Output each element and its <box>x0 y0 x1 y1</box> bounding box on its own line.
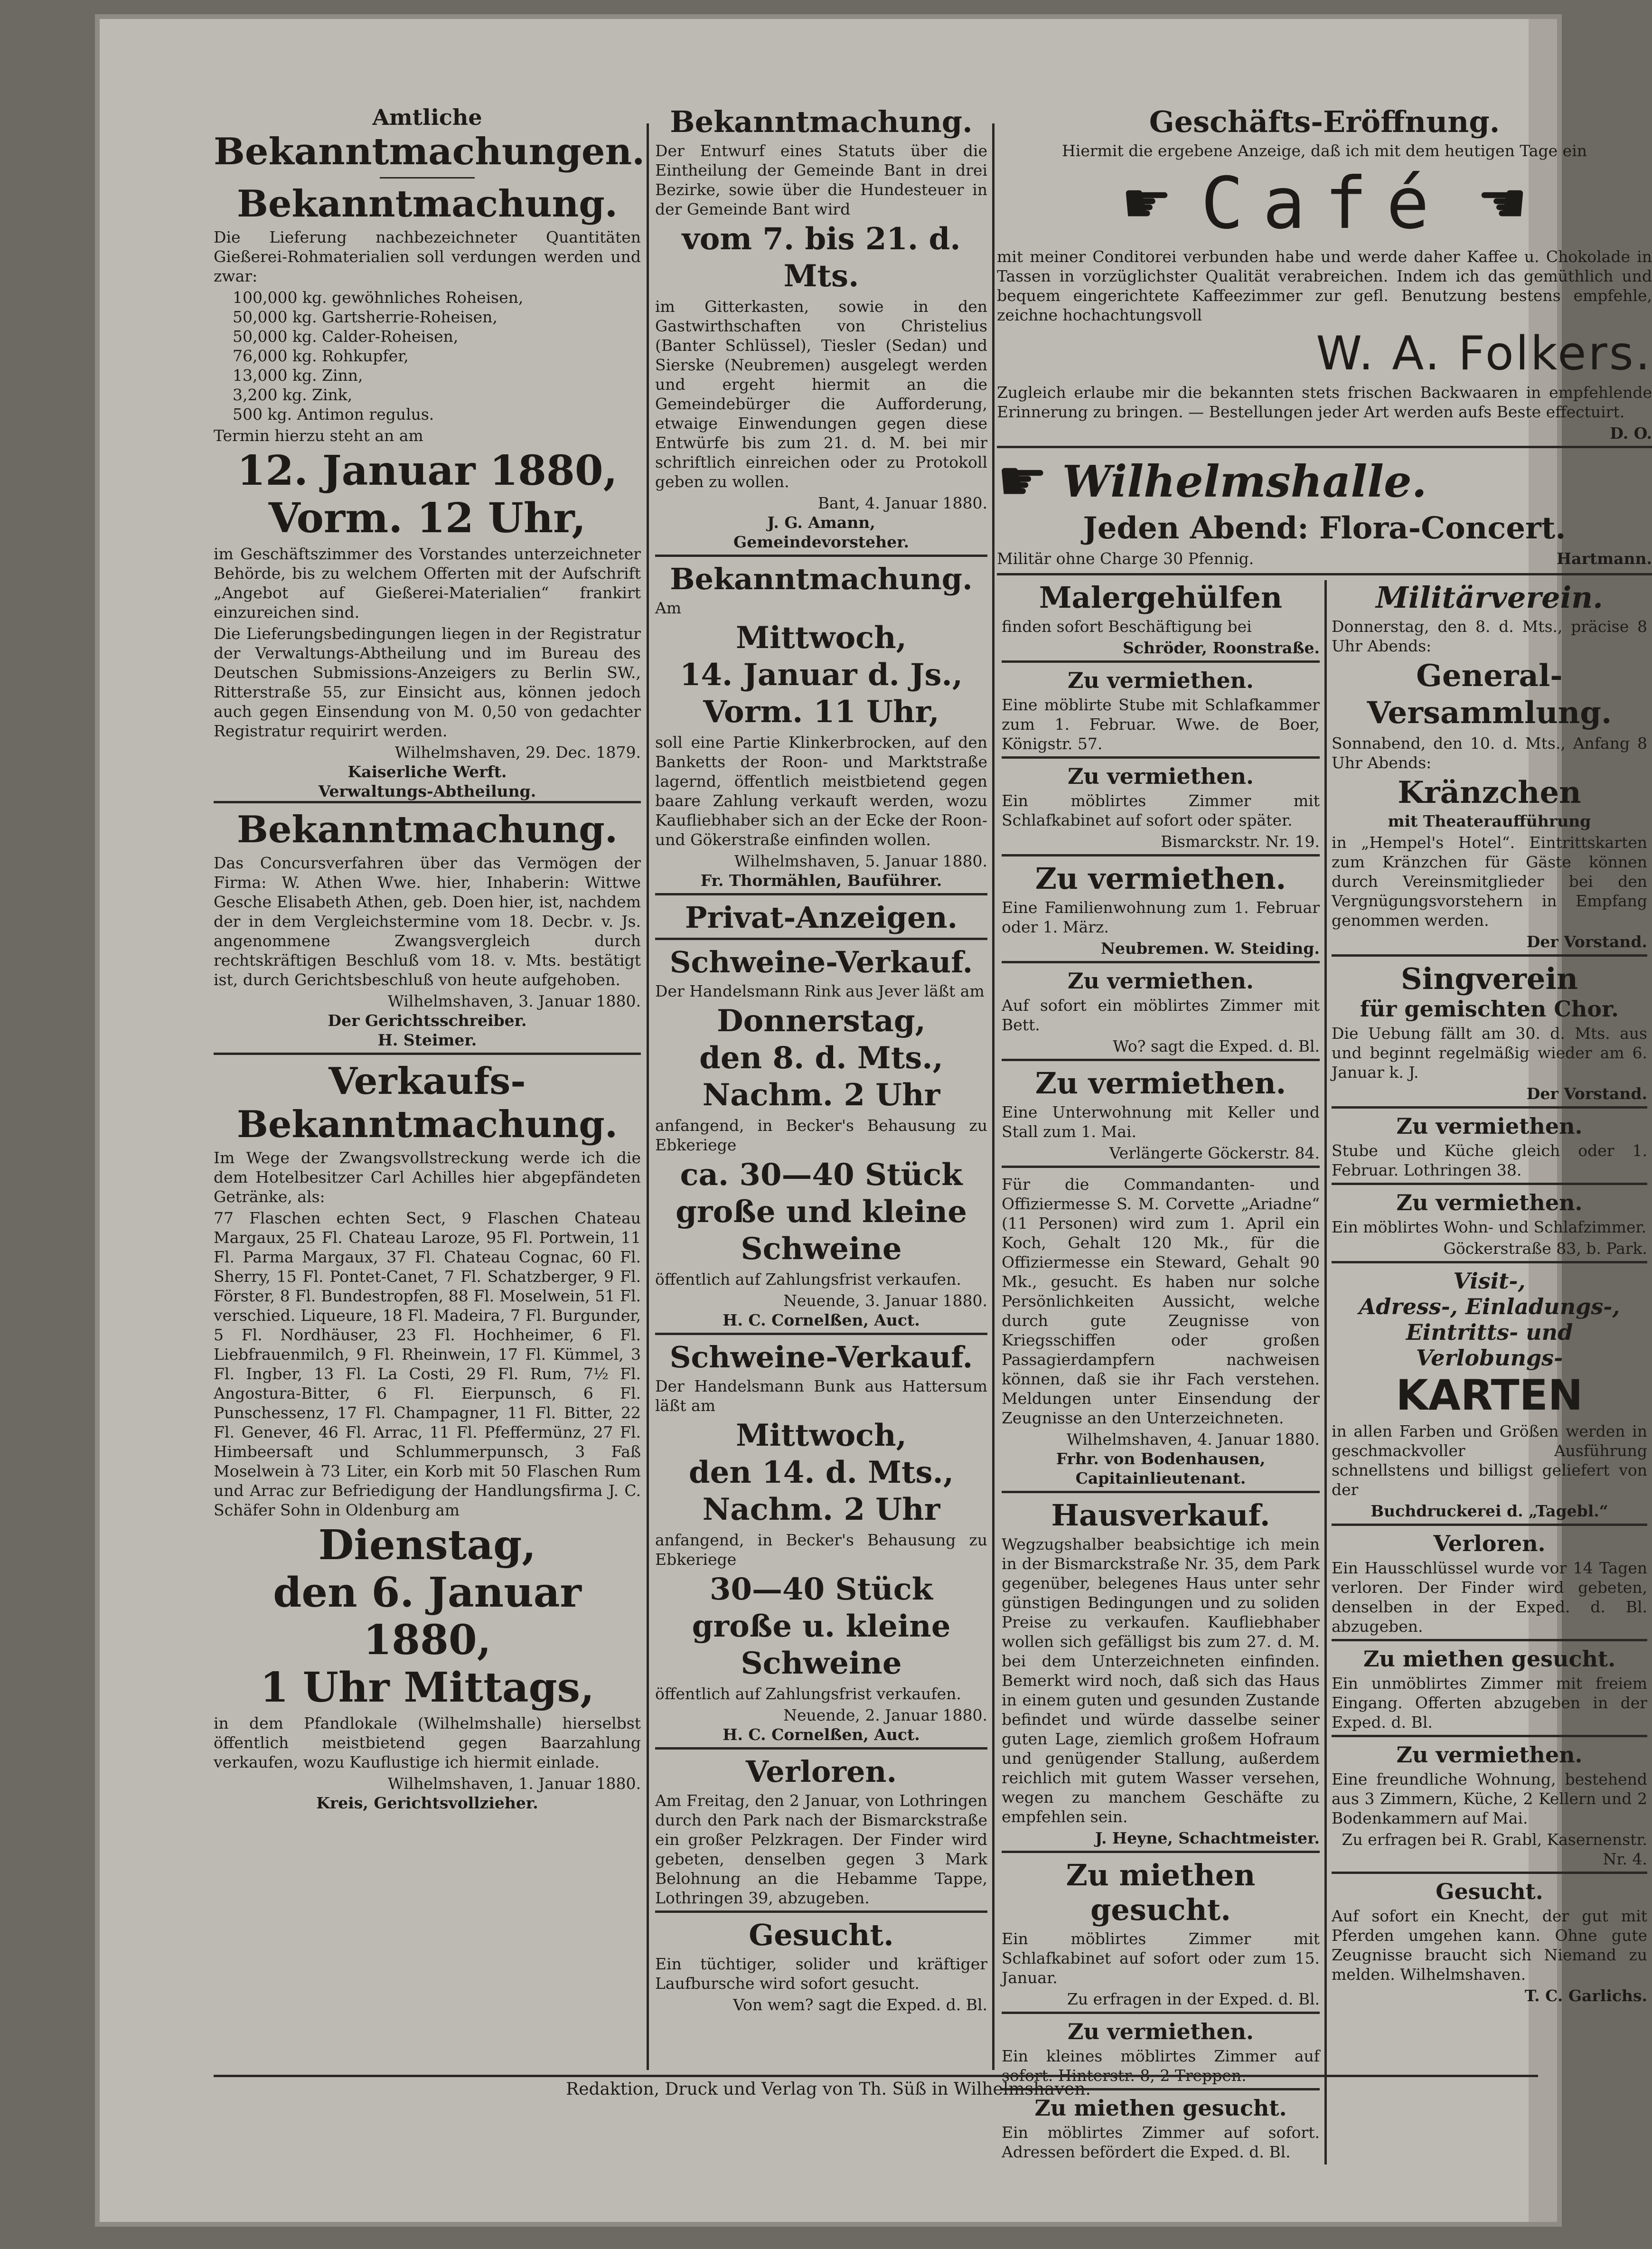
ad-time: Nachm. 2 Uhr <box>702 1077 940 1113</box>
notice-title-2: Bekanntmachung. <box>237 1103 618 1146</box>
notice-place: Wilhelmshaven, 29. Dec. 1879. <box>394 743 641 762</box>
notice-time: 1 Uhr Mittags, <box>260 1664 595 1712</box>
ad-signature: H. C. Cornelßen, Auct. <box>723 1311 920 1329</box>
ad-body: Der Handelsmann Bunk aus Hattersum läßt am <box>655 1377 987 1415</box>
ad-date: den 8. d. Mts., <box>699 1040 943 1076</box>
cafe-headline: Café <box>1201 162 1448 245</box>
ad-body: finden sofort Beschäftigung bei <box>1002 617 1252 636</box>
ad-title: Malergehülfen <box>1039 580 1283 615</box>
ad-address: Bismarckstr. Nr. 19. <box>1161 832 1320 851</box>
column-3-split <box>997 573 1652 2164</box>
ad-title: Zu vermiethen. <box>1396 1113 1583 1139</box>
ad-room-wanted-1 <box>1002 1851 1320 2009</box>
ad-title: Zu miethen gesucht. <box>1363 1646 1616 1672</box>
ad-lost-collar <box>655 1747 987 1908</box>
ad-signature: J. Heyne, Schachtmeister. <box>1095 1829 1320 1847</box>
ad-body: Ein möblirtes Zimmer mit Schlafkabinet auf sofort oder später. <box>1002 791 1320 829</box>
ad-rent-7 <box>1332 1106 1647 1180</box>
ad-body: Der Handelsmann Rink aus Jever läßt am <box>655 982 985 1000</box>
ad-title: Gesucht. <box>1436 1879 1543 1904</box>
notice-body: soll eine Partie Klinkerbrocken, auf den Banketts der Roon- und Marktstraße lagernd, öffentlich meistbietend gegen baare Zahlung verkauft werden, wozu Kaufliebhaber sich an der Ecke der Roon- und Gökerstraße einfinden wollen. <box>655 733 987 849</box>
ad-rent-9 <box>1332 1735 1647 1869</box>
ad-headline: ca. 30—40 Stück große und kleine Schweine <box>676 1157 967 1267</box>
ad-rent-1 <box>1002 660 1320 753</box>
notice-title: Bekanntmachung. <box>670 104 973 139</box>
ad-room-wanted-3 <box>1332 1639 1647 1732</box>
list-item: 50,000 kg. Gartsherrie-Roheisen, <box>233 308 497 326</box>
footer-rule <box>214 2075 1538 2077</box>
ad-signature: Hartmann. <box>1557 549 1652 568</box>
ad-house-sale <box>1002 1491 1320 1848</box>
ad-signature: Frhr. von Bodenhausen, <box>1056 1449 1266 1468</box>
newspaper-page <box>100 19 1652 2222</box>
list-item: 3,200 kg. Zink, <box>233 386 353 404</box>
ad-date: den 14. d. Mts., <box>688 1455 954 1490</box>
ad-title: Schweine-Verkauf. <box>669 945 973 979</box>
ad-body: Ein Hausschlüssel wurde vor 14 Tagen verloren. Der Finder wird gebeten, denselben in der Exped. d. Bl. abzugeben. <box>1332 1559 1647 1636</box>
column-2 <box>655 104 987 2017</box>
list-item: 500 kg. Antimon regulus. <box>233 405 434 423</box>
notice-signature: Kaiserliche Werft. <box>347 762 507 781</box>
ad-rent-5 <box>1002 1059 1320 1163</box>
ad-title: Zu vermiethen. <box>1067 2019 1254 2044</box>
ad-signature: Zu erfragen bei R. Grabl, Kasernenstr. Nr. 4. <box>1342 1830 1647 1868</box>
notice-statute <box>655 104 987 552</box>
ad-body: Ein kleines möblirtes Zimmer auf sofort. Hinterstr. 8, 2 Treppen. <box>1002 2047 1320 2085</box>
private-ads-header <box>655 893 987 935</box>
notice-clinker <box>655 555 987 890</box>
column-rule <box>647 123 649 2070</box>
ad-cafe-opening <box>997 104 1652 443</box>
ad-headline-2: Kränzchen <box>1398 775 1581 810</box>
ad-rent-2 <box>1002 756 1320 851</box>
notice-date: 14. Januar d. Js., <box>679 657 963 693</box>
wilhelmshalle-header <box>997 448 1652 514</box>
column-rule <box>992 123 995 2070</box>
ad-body-2: Zugleich erlaube mir die bekannten stets frischen Backwaaren in empfehlende Erinnerung zu bringen. — Bestellungen jeder Art werden aufs Beste effectuirt. <box>997 383 1652 421</box>
notice-body: Das Concursverfahren über das Vermögen der Firma: W. Athen Wwe. hier, Inhaberin: Wittwe Gesche Elisabeth Athen, geb. Doen hier, ist, nachdem der in dem Vergleichstermine vom 18. Decbr. v. Js. angenommene Zwangsvergleich durch rechtskräftigen Beschluß vom 18. v. Mts. bestätigt ist, durch Gerichtsbeschluß von heute aufgehoben. <box>214 854 641 989</box>
pointing-hand-right-icon: ☛ <box>1121 170 1173 236</box>
ad-end: Wo? sagt die Exped. d. Bl. <box>1113 1037 1320 1055</box>
ad-signature: H. C. Cornelßen, Auct. <box>723 1725 920 1744</box>
notice-am: Am <box>655 599 682 617</box>
ad-body: Für die Commandanten- und Offiziermesse S. M. Corvette „Ariadne“ (11 Personen) wird zum 1. April ein Koch, Gehalt 120 Mk., für die Offiziermesse ein Steward, Gehalt 90 Mk., gesucht. Es haben nur solche Persönlichkeiten Aussicht, welche durch gute Zeugnisse von Kriegsschiffen oder großen Passagierdampfern nachweisen können, daß sie ihr Fach verstehen. Meldungen unter Einsendung der Zeugnisse an den Unterzeichneten. <box>1002 1175 1320 1427</box>
ad-title: Zu vermiethen. <box>1396 1742 1583 1768</box>
ad-lost-key <box>1332 1524 1647 1636</box>
notice-body-2: im Gitterkasten, sowie in den Gastwirthschaften von Christelius (Banter Schlüssel), Tiesler (Sedan) und Sierske (Neubremen) ausgelegt werden und ergeht hiermit an die Gemeindebürger die Aufforderung, etwaige Einwendungen gegen diese Entwürfe bis zum 21. d. M. bei mir schriftlich einreichen oder zu Protokoll geben zu wollen. <box>655 297 987 491</box>
ad-body-2: Sonnabend, den 10. d. Mts., Anfang 8 Uhr Abends: <box>1332 734 1647 772</box>
ad-body: Eine freundliche Wohnung, bestehend aus 3 Zimmern, Küche, 2 Kellern und 2 Bodenkammern auf Mai. <box>1332 1770 1647 1827</box>
ad-title: Zu vermiethen. <box>1067 968 1254 994</box>
cafe-banner <box>997 162 1652 245</box>
notice-signature-sub: H. Steimer. <box>377 1031 477 1049</box>
ad-body: mit meiner Conditorei verbunden habe und werde daher Kaffee u. Chokolade in Tassen in vorzüglichster Qualität verabreichen. Indem ich das gemüthlich und bequem eingerichtete Kaffeezimmer zur gefl. Benutzung bestens empfehle, zeichne hochachtungsvoll <box>997 247 1652 324</box>
ad-body-2: anfangend, in Becker's Behausung zu Ebkeriege <box>655 1116 987 1154</box>
ad-body: Eine Familienwohnung zum 1. Februar oder 1. März. <box>1002 898 1320 936</box>
ad-title: Gesucht. <box>749 1918 894 1952</box>
ad-concert-line: Jeden Abend: Flora-Concert. <box>1083 510 1566 546</box>
ad-body: Donnerstag, den 8. d. Mts., präcise 8 Uhr Abends: <box>1332 617 1647 655</box>
ad-title: Zu vermiethen. <box>1396 1190 1583 1215</box>
notice-body-2: in dem Pfandlokale (Wilhelmshalle) hierselbst öffentlich meistbietend gegen Baarzahlung verkaufen, wozu Kauflustige ich hiermit einlade. <box>214 1714 641 1771</box>
ad-title: Zu miethen gesucht. <box>1034 2095 1287 2121</box>
ad-signature: Buchdruckerei d. „Tagebl.“ <box>1370 1502 1608 1520</box>
imprint-footer: Redaktion, Druck und Verlag von Th. Süß in Wilhelmshaven. <box>566 2080 1091 2099</box>
ad-day: Mittwoch, <box>736 1418 907 1453</box>
notice-date: 12. Januar 1880, <box>237 447 618 495</box>
ad-body: Stube und Küche gleich oder 1. Februar. Lothringen 38. <box>1332 1141 1647 1179</box>
notice-body-2: Die Lieferungsbedingungen liegen in der Registratur der Verwaltungs-Abtheilung und im Bureau des Deutschen Submissions-Anzeigers zu Berlin SW., Ritterstraße 55, zur Einsicht aus, können jedoch auch gegen Einsendung von M. 0,50 von gedachter Registratur requirirt werden. <box>214 624 641 740</box>
ad-title: Schweine-Verkauf. <box>669 1340 973 1374</box>
pointing-hand-left-icon: ☚ <box>1476 170 1528 236</box>
ad-title: Militärverein. <box>1376 580 1603 615</box>
goods-list: 77 Flaschen echten Sect, 9 Flaschen Chateau Margaux, 25 Fl. Chateau Laroze, 95 Fl. Portwein, 11 Fl. Parma Margaux, 37 Fl. Chateau Cognac, 60 Fl. Sherry, 15 Fl. Pontet-Canet, 7 Fl. Schatzberger, 9 Fl. Förster, 8 Fl. Bundestropfen, 88 Fl. Moselwein, 51 Fl. verschied. Liqueure, 18 Fl. Madeira, 7 Fl. Burgunder, 5 Fl. Nordhäuser, 23 Fl. Hochheimer, 6 Fl. Liebfrauenmilch, 9 Fl. Rheinwein, 17 Fl. Kümmel, 3 Fl. Ingber, 13 Fl. La Costi, 29 Fl. Rum, 7½ Fl. Angostura-Bitter, 6 Fl. Eierpunsch, 6 Fl. Punschessenz, 17 Fl. Champagner, 11 Fl. Bitter, 22 Fl. Genever, 46 Fl. Arrac, 11 Fl. Pfeffermünz, 27 Fl. Himbeersaft und Schlummerpunsch, 3 Faß Moselwein à 73 Liter, ein Korb mit 50 Flaschen Rum und Arrac zur Befriedigung der Handlungsfirma J. C. Schäfer Sohn in Oldenburg am <box>214 1209 641 1519</box>
ad-signature: Der Vorstand. <box>1526 1084 1647 1103</box>
column-3-left <box>997 580 1324 2164</box>
ad-body-2: anfangend, in Becker's Behausung zu Ebkeriege <box>655 1531 987 1569</box>
notice-day: Mittwoch, <box>736 620 907 656</box>
notice-day: Dienstag, <box>318 1521 536 1569</box>
ad-day: Donnerstag, <box>717 1003 926 1039</box>
ad-rent-3 <box>1002 854 1320 958</box>
list-item: 13,000 kg. Zinn, <box>233 366 363 385</box>
ad-title: Singverein <box>1401 961 1578 996</box>
ad-choir <box>1332 954 1647 1103</box>
ad-footer-row <box>997 547 1652 570</box>
column-3 <box>997 104 1652 2164</box>
ad-title: Wilhelmshalle. <box>1062 456 1427 507</box>
section-title: Bekanntmachungen. <box>214 130 645 173</box>
notice-place: Wilhelmshaven, 5. Januar 1880. <box>734 852 987 870</box>
ad-rent-4 <box>1002 961 1320 1056</box>
ad-line-3: Eintritts- und Verlobungs- <box>1406 1319 1573 1371</box>
notice-foundry <box>214 182 641 801</box>
notice-title: Bekanntmachung. <box>237 182 618 226</box>
ad-signature-sub: Capitainlieutenant. <box>1075 1469 1246 1487</box>
notice-title: Verkaufs- <box>329 1060 526 1103</box>
ad-body: Am Freitag, den 2 Januar, von Lothringen durch den Park nach der Bismarckstraße ein großer Pelzkragen. Der Finder wird gebeten, denselben gegen 3 Mark Belohnung an die Hebamme Tappe, Lothringen 39, abzugeben. <box>655 1791 987 1907</box>
ad-body: Ein tüchtiger, solider und kräftiger Laufbursche wird sofort gesucht. <box>655 1955 987 1993</box>
notice-sale <box>214 1053 641 1813</box>
notice-date: den 6. Januar 1880, <box>273 1569 582 1664</box>
ad-title: Verloren. <box>1433 1531 1546 1556</box>
notice-concurs <box>214 801 641 1050</box>
notice-place: Wilhelmshaven, 1. Januar 1880. <box>387 1774 641 1793</box>
list-item: 76,000 kg. Rohkupfer, <box>233 347 409 365</box>
ad-body: in allen Farben und Größen werden in geschmackvoller Ausführung schnellstens und billigst geliefert von der <box>1332 1422 1647 1499</box>
pointing-hand-right-icon: ☛ <box>997 448 1048 514</box>
column-1 <box>214 104 645 1816</box>
ad-body: Wegzugshalber beabsichtige ich mein in der Bismarckstraße Nr. 35, dem Park gegenüber, belegenes Haus unter sehr günstigen Bedingungen und zu soliden Preise zu verkaufen. Kaufliebhaber wollen sich gefälligst bis zum 27. d. M. bei dem Unterzeichneten einfinden. Bemerkt wird noch, daß sich das Haus in einem guten und gesunden Zustande befindet und würde dasselbe seiner guten Lage, ziemlich großem Hofraum und genügender Stallung, außerdem reichlich mit gutem Wasser versehen, wegen zu manchem Geschäfte zu empfehlen sein. <box>1002 1535 1320 1826</box>
ad-wanted-groom <box>1332 1872 1647 2005</box>
ad-pig-sale-1 <box>655 938 987 1330</box>
notice-signature-sub: Gemeindevorsteher. <box>733 533 909 551</box>
ad-signature: Schröder, Roonstraße. <box>1123 639 1320 657</box>
notice-intro: Die Lieferung nachbezeichneter Quantitäten Gießerei-Rohmaterialien soll verdungen werden und zwar: <box>214 228 641 285</box>
ad-title: Zu vermiethen. <box>1067 668 1254 693</box>
section-title: Privat-Anzeigen. <box>685 900 958 935</box>
ad-title: Hausverkauf. <box>1051 1498 1270 1533</box>
ad-wanted-boy <box>655 1910 987 2014</box>
ad-signature: D. O. <box>1610 424 1652 442</box>
ad-body: Auf sofort ein Knecht, der gut mit Pferden umgehen kann. Ohne gute Zeugnisse braucht sich Niemand zu melden. Wilhelmshaven. <box>1332 1907 1647 1984</box>
notice-time: Vorm. 11 Uhr, <box>703 694 939 730</box>
ad-place: Neuende, 2. Januar 1880. <box>783 1706 987 1724</box>
column-3-right <box>1324 580 1652 2164</box>
ad-military-club <box>1332 580 1647 951</box>
ad-intro: Hiermit die ergebene Anzeige, daß ich mit dem heutigen Tage ein <box>1062 141 1587 160</box>
notice-signature: Fr. Thormählen, Bauführer. <box>700 871 942 890</box>
notice-title: Bekanntmachung. <box>670 562 973 596</box>
ad-painters <box>1002 580 1320 658</box>
ad-body-3: öffentlich auf Zahlungsfrist verkaufen. <box>655 1684 961 1703</box>
list-item: 100,000 kg. gewöhnliches Roheisen, <box>233 288 524 307</box>
ad-ship-cook <box>1002 1166 1320 1488</box>
ad-body: Ein möblirtes Wohn- und Schlafzimmer. <box>1332 1218 1647 1236</box>
ad-line-2: Adress-, Einladungs-, <box>1359 1294 1620 1319</box>
ad-subtitle: für gemischten Chor. <box>1360 996 1619 1022</box>
ad-wilhelmshalle <box>997 446 1652 570</box>
official-notices-header <box>214 104 645 179</box>
ad-signature: Neubremen. W. Steiding. <box>1100 939 1320 958</box>
ad-room-wanted-2 <box>1002 2088 1320 2162</box>
ad-address: Göckerstraße 83, b. Park. <box>1443 1239 1647 1258</box>
ad-place: Wilhelmshaven, 4. Januar 1880. <box>1066 1430 1320 1449</box>
notice-signature: J. G. Amann, <box>767 513 875 532</box>
ad-body: Eine möblirte Stube mit Schlafkammer zum 1. Februar. Wwe. de Boer, Königstr. 57. <box>1002 696 1320 753</box>
ad-subheadline: mit Theateraufführung <box>1388 812 1591 830</box>
ad-title: Geschäfts-Eröffnung. <box>1149 104 1500 139</box>
ad-body: Eine Unterwohnung mit Keller und Stall zum 1. Mai. <box>1002 1103 1320 1141</box>
ad-body-3: öffentlich auf Zahlungsfrist verkaufen. <box>655 1270 961 1289</box>
ad-place: Neuende, 3. Januar 1880. <box>783 1291 987 1310</box>
ad-headline: General-Versammlung. <box>1367 658 1612 731</box>
ad-address: Verlängerte Göckerstr. 84. <box>1109 1144 1320 1162</box>
ad-line-1: Visit-, <box>1453 1268 1526 1294</box>
ad-printing-cards <box>1332 1261 1647 1521</box>
ad-rent-6 <box>1002 2012 1320 2085</box>
ad-body: Ein möblirtes Zimmer auf sofort. Adressen befördert die Exped. d. Bl. <box>1002 2123 1320 2161</box>
ad-pig-sale-2 <box>655 1333 987 1744</box>
ad-headline: KARTEN <box>1396 1371 1583 1420</box>
notice-signature: Kreis, Gerichtsvollzieher. <box>316 1794 538 1812</box>
notice-body: Der Entwurf eines Statuts über die Eintheilung der Gemeinde Bant in drei Bezirke, sowie über die Hundesteuer in der Gemeinde Bant wird <box>655 141 987 218</box>
kicker: Amtliche <box>372 104 482 130</box>
notice-time: Vorm. 12 Uhr, <box>268 494 586 542</box>
ad-signature: T. C. Garlichs. <box>1524 1986 1647 2005</box>
ad-end: Von wem? sagt die Exped. d. Bl. <box>733 1995 987 2014</box>
ad-body: Auf sofort ein möblirtes Zimmer mit Bett. <box>1002 996 1320 1034</box>
ad-time: Nachm. 2 Uhr <box>702 1492 940 1527</box>
ad-body: Ein unmöblirtes Zimmer mit freiem Eingang. Offerten abzugeben in der Exped. d. Bl. <box>1332 1674 1647 1731</box>
ad-body: Die Uebung fällt am 30. d. Mts. aus und beginnt regelmäßig wieder am 6. Januar k. J. <box>1332 1024 1647 1082</box>
notice-body: im Geschäftszimmer des Vorstandes unterzeichneter Behörde, bis zu welchem Offerten mit der Aufschrift „Angebot auf Gießerei-Materialien“ frankirt einzureichen sind. <box>214 545 641 621</box>
ad-signature: Der Vorstand. <box>1526 932 1647 951</box>
ad-title: Zu vermiethen. <box>1035 1066 1286 1101</box>
ad-title: Verloren. <box>745 1754 897 1789</box>
notice-place: Bant, 4. Januar 1880. <box>817 494 987 512</box>
ad-rent-8 <box>1332 1183 1647 1258</box>
notice-body: Im Wege der Zwangsvollstreckung werde ich die dem Hotelbesitzer Carl Achilles hier abgepfändeten Getränke, als: <box>214 1148 641 1206</box>
notice-title: Bekanntmachung. <box>237 808 618 851</box>
ad-title: Zu vermiethen. <box>1067 763 1254 789</box>
notice-signature: Der Gerichtsschreiber. <box>328 1011 527 1030</box>
ad-end: Zu erfragen in der Exped. d. Bl. <box>1067 1990 1320 2008</box>
ad-price: Militär ohne Charge 30 Pfennig. <box>997 549 1254 568</box>
ad-body: Ein möblirtes Zimmer mit Schlafkabinet auf sofort oder zum 15. Januar. <box>1002 1929 1320 1987</box>
notice-place: Wilhelmshaven, 3. Januar 1880. <box>387 992 641 1010</box>
notice-termin: Termin hierzu steht an am <box>214 426 423 445</box>
list-item: 50,000 kg. Calder-Roheisen, <box>233 327 459 346</box>
ad-body-3: in „Hempel's Hotel“. Eintrittskarten zum Kränzchen für Gäste können durch Vereinsmitglieder bei den Vergnügungsvorstehern in Empfang genommen werden. <box>1332 833 1647 930</box>
notice-signature-sub: Verwaltungs-Abtheilung. <box>318 782 536 800</box>
notice-dates: vom 7. bis 21. d. Mts. <box>682 221 961 294</box>
ad-headline: 30—40 Stück große u. kleine Schweine <box>692 1571 951 1681</box>
ad-title: Zu vermiethen. <box>1035 861 1286 896</box>
ad-title: Zu miethen gesucht. <box>1066 1858 1256 1927</box>
divider <box>380 177 475 179</box>
material-list <box>214 288 641 424</box>
ad-owner-name: W. A. Folkers. <box>1316 327 1652 381</box>
